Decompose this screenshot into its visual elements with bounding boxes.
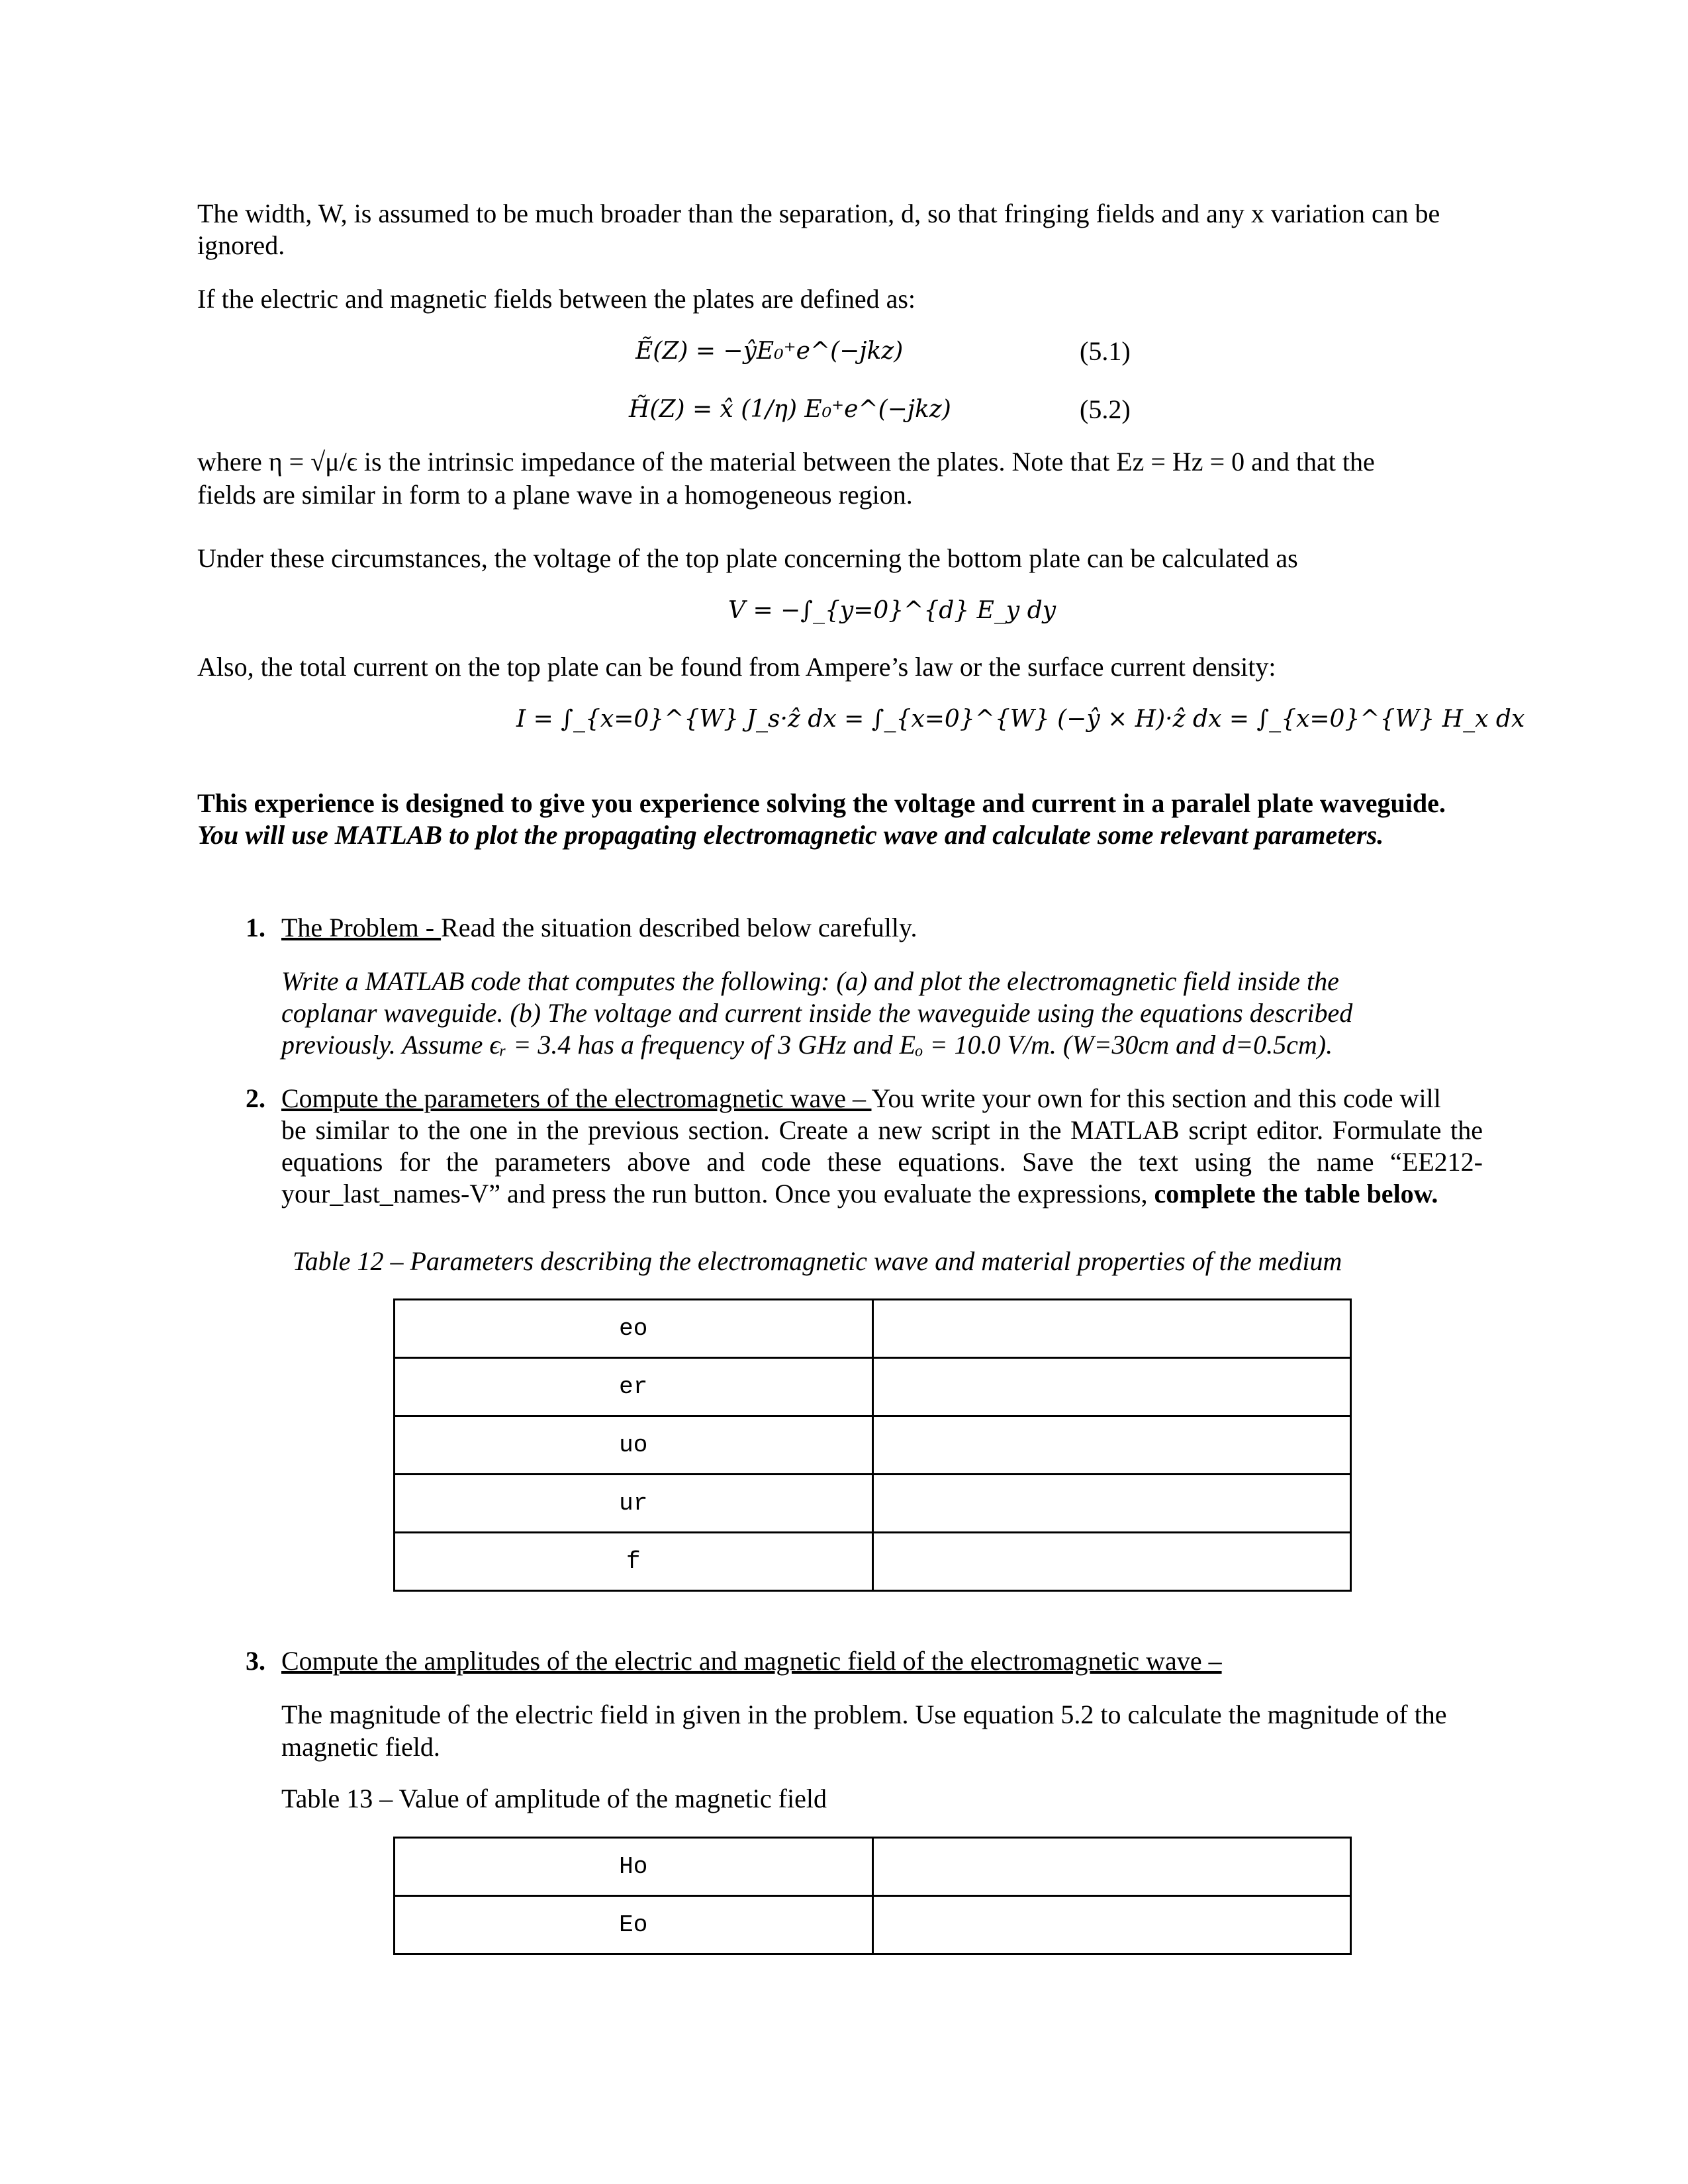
item-2-line-4 <box>281 1178 1438 1210</box>
equation-e-field: Ẽ(Z) = −ŷE₀⁺e^(−jkz) <box>635 338 904 365</box>
param-value-cell[interactable] <box>872 1533 1351 1591</box>
param-label: ur <box>395 1475 873 1533</box>
param-value-cell[interactable] <box>872 1475 1351 1533</box>
equation-current: I = ∫_{x=0}^{W} J_s·ẑ dx = ∫_{x=0}^{W} (−ŷ × H)·ẑ dx = ∫_{x=0}^{W} H_x dx <box>516 705 1525 733</box>
param-label: f <box>395 1533 873 1591</box>
table-row <box>395 1896 1351 1954</box>
item-2-text-end: your_last_names-V” and press the run button. Once you evaluate the expressions, <box>281 1179 1154 1208</box>
problem-line-3: previously. Assume ϵᵣ = 3.4 has a frequency of 3 GHz and Eₒ = 10.0 V/m. (W=30cm and d=0.5cm). <box>281 1030 1333 1060</box>
item-1-number: 1. <box>246 913 265 942</box>
item-3-line-2: magnetic field. <box>281 1732 440 1762</box>
amplitude-label: Ho <box>395 1838 873 1896</box>
table-row <box>395 1475 1351 1533</box>
table-13 <box>393 1837 1352 1955</box>
intro-line-1: The width, W, is assumed to be much broader than the separation, d, so that fringing fields and any x variation can be <box>197 199 1440 228</box>
where-text: is the intrinsic impedance of the material between the plates. Note that Ez = Hz = 0 and that the <box>357 447 1375 477</box>
amplitude-label: Eo <box>395 1896 873 1954</box>
problem-line-2: coplanar waveguide. (b) The voltage and current inside the waveguide using the equations described <box>281 998 1353 1028</box>
table-row <box>395 1300 1351 1358</box>
table-12-caption: Table 12 – Parameters describing the electromagnetic wave and material properties of the medium <box>293 1246 1342 1276</box>
param-value-cell[interactable] <box>872 1300 1351 1358</box>
item-1-title: The Problem - <box>281 913 442 942</box>
current-intro: Also, the total current on the top plate can be found from Ampere’s law or the surface current density: <box>197 652 1276 682</box>
param-label: uo <box>395 1416 873 1475</box>
table-row <box>395 1358 1351 1416</box>
amplitude-value-cell[interactable] <box>872 1838 1351 1896</box>
item-2-line-3: equations for the parameters above and code these equations. Save the text using the name “EE212- <box>281 1147 1483 1177</box>
where-line-1 <box>197 446 1375 478</box>
item-3-title: Compute the amplitudes of the electric and magnetic field of the electromagnetic wave – <box>281 1646 1222 1676</box>
problem-line-1: Write a MATLAB code that computes the following: (a) and plot the electromagnetic field inside the <box>281 966 1339 996</box>
item-3-number: 3. <box>246 1646 265 1676</box>
item-3-heading <box>281 1645 1222 1677</box>
amplitude-value-cell[interactable] <box>872 1896 1351 1954</box>
table-row <box>395 1533 1351 1591</box>
item-2-text: You write your own for this section and this code will <box>871 1083 1441 1113</box>
item-3-line-1: The magnitude of the electric field in given in the problem. Use equation 5.2 to calculate the magnitude of the <box>281 1700 1447 1729</box>
intro-line-3: If the electric and magnetic fields between the plates are defined as: <box>197 284 916 314</box>
item-2-number: 2. <box>246 1083 265 1113</box>
item-2-bold-end: complete the table below. <box>1154 1179 1438 1208</box>
equation-label-5-1: (5.1) <box>1080 336 1131 366</box>
voltage-intro: Under these circumstances, the voltage of the top plate concerning the bottom plate can be calculated as <box>197 543 1298 573</box>
table-13-caption: Table 13 – Value of amplitude of the magnetic field <box>281 1784 827 1813</box>
table-12 <box>393 1298 1352 1592</box>
item-2-line-2: be similar to the one in the previous section. Create a new script in the MATLAB script editor. Formulate the <box>281 1115 1483 1145</box>
param-value-cell[interactable] <box>872 1416 1351 1475</box>
item-1-heading <box>281 912 917 944</box>
param-label: er <box>395 1358 873 1416</box>
param-value-cell[interactable] <box>872 1358 1351 1416</box>
item-1-text: Read the situation described below carefully. <box>441 913 917 942</box>
equation-h-field: H̃(Z) = x̂ (1/η) E₀⁺e^(−jkz) <box>629 396 951 423</box>
table-row <box>395 1838 1351 1896</box>
item-2-line-1 <box>281 1083 1441 1115</box>
item-2-title: Compute the parameters of the electromagnetic wave – <box>281 1083 872 1113</box>
param-label: eo <box>395 1300 873 1358</box>
table-row <box>395 1416 1351 1475</box>
equation-label-5-2: (5.2) <box>1080 394 1131 424</box>
intro-line-2: ignored. <box>197 230 285 260</box>
where-line-2: fields are similar in form to a plane wave in a homogeneous region. <box>197 480 913 510</box>
equation-voltage: V = −∫_{y=0}^{d} E_y dy <box>728 597 1056 624</box>
objective-bold-italic: You will use MATLAB to plot the propagating electromagnetic wave and calculate some relevant parameters. <box>197 820 1384 850</box>
objective-bold: This experience is designed to give you experience solving the voltage and current in a paralel plate waveguide. <box>197 788 1446 818</box>
eta-definition: where η = √μ/ϵ <box>197 447 357 477</box>
